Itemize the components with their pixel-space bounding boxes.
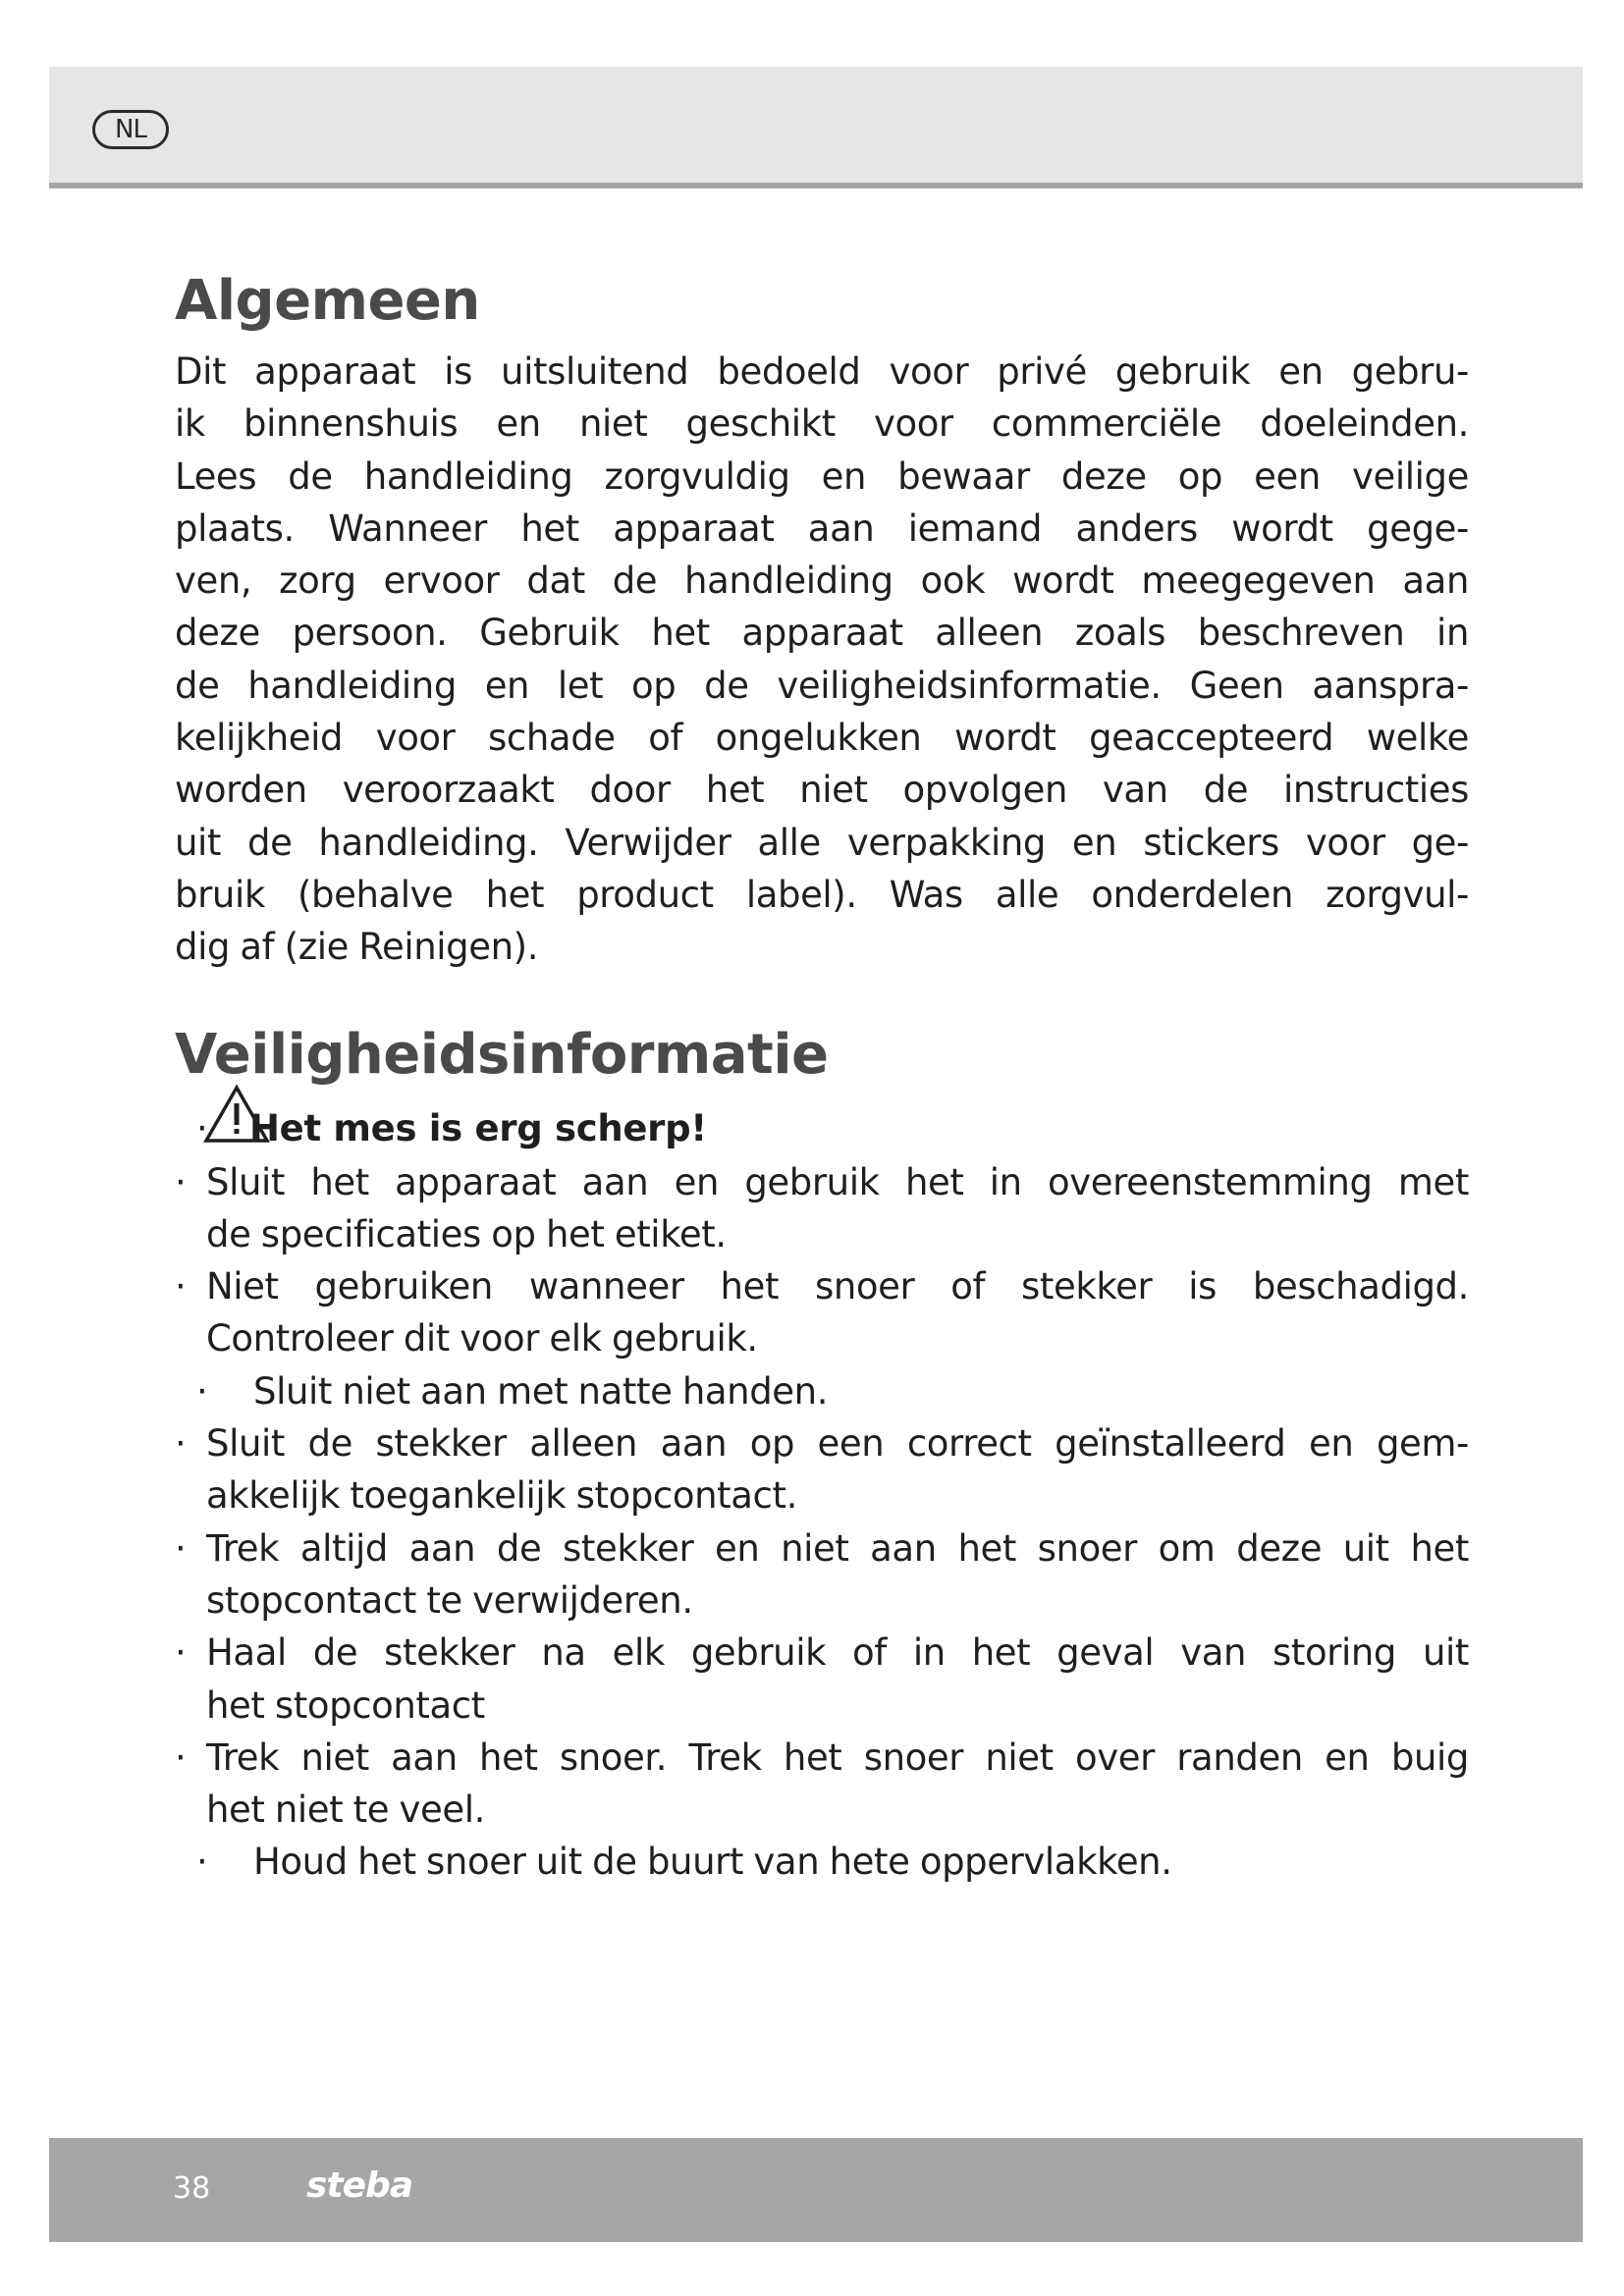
paragraph-line: worden veroorzaakt door het niet opvolgen van de instructies [175,769,1469,812]
bullet-dot: · [175,1422,187,1466]
brand-name: steba [306,2165,413,2206]
header-bar [49,67,1583,188]
list-item-line: het stopcontact [206,1683,485,1727]
paragraph-line: dig af (zie Reinigen). [175,926,539,969]
paragraph-line: uit de handleiding. Verwijder alle verpakking en stickers voor ge- [175,821,1469,864]
bullet-dot: · [175,1526,187,1570]
section-title-safety: Veiligheidsinformatie [175,1022,829,1087]
list-item-line: het niet te veel. [206,1789,485,1832]
footer-bar [49,2138,1583,2242]
paragraph-line: plaats. Wanneer het apparaat aan iemand anders wordt gege- [175,507,1469,550]
list-item [175,1156,1469,1261]
list-item-line: Niet gebruiken wanneer het snoer of stekker is beschadigd. [206,1265,1469,1308]
paragraph-line: ven, zorg ervoor dat de handleiding ook wordt meegegeven aan [175,560,1469,603]
paragraph-line: Lees de handleiding zorgvuldig en bewaar deze op een veilige [175,454,1469,498]
general-paragraph [175,346,1469,974]
page-number: 38 [173,2171,211,2206]
brand-logo [306,2165,412,2206]
bullet-dot: · [175,1631,187,1675]
list-item-line: Trek altijd aan de stekker en niet aan het snoer om deze uit het [206,1526,1469,1570]
list-item-line: Houd het snoer uit de buurt van hete oppervlakken. [253,1841,1172,1884]
paragraph-line: deze persoon. Gebruik het apparaat alleen zoals beschreven in [175,612,1469,655]
list-item-line: de specificaties op het etiket. [206,1212,727,1255]
bullet-dot: · [196,1841,208,1884]
list-item [175,1365,1469,1417]
list-item [175,1732,1469,1837]
list-item [175,1836,1469,1888]
list-item [175,1260,1469,1365]
bullet-dot: · [196,1106,208,1149]
paragraph-line: de handleiding en let op de veiligheidsinformatie. Geen aanspra- [175,664,1469,707]
bullet-dot: · [196,1369,208,1413]
warning-text: Het mes is erg scherp! [249,1106,707,1149]
list-item [175,1627,1469,1732]
warning-line [175,1101,1469,1156]
list-item-line: Haal de stekker na elk gebruik of in het geval van storing uit [206,1631,1469,1675]
safety-list [175,1156,1469,1889]
section-title-general: Algemeen [175,269,480,333]
page-content [175,257,1469,1889]
paragraph-line: kelijkheid voor schade of ongelukken wordt geaccepteerd welke [175,717,1469,760]
list-item-line: Sluit niet aan met natte handen. [253,1369,829,1413]
list-item-line: Controleer dit voor elk gebruik. [206,1317,758,1361]
list-item-line: stopcontact te verwijderen. [206,1578,693,1622]
list-item [175,1522,1469,1628]
language-badge: NL [92,110,169,149]
list-item [175,1417,1469,1522]
list-item-line: Trek niet aan het snoer. Trek het snoer niet over randen en buig [206,1735,1469,1779]
list-item-line: Sluit het apparaat aan en gebruik het in overeenstemming met [206,1160,1469,1203]
bullet-dot: · [175,1265,187,1308]
list-item-line: Sluit de stekker alleen aan op een correct geïnstalleerd en gem- [206,1422,1469,1466]
paragraph-line: ik binnenshuis en niet geschikt voor commerciële doeleinden. [175,402,1469,446]
list-item-line: akkelijk toegankelijk stopcontact. [206,1474,797,1518]
paragraph-line: Dit apparaat is uitsluitend bedoeld voor privé gebruik en gebru- [175,350,1469,393]
bullet-dot: · [175,1160,187,1203]
paragraph-line: bruik (behalve het product label). Was alle onderdelen zorgvul- [175,873,1469,916]
bullet-dot: · [175,1735,187,1779]
